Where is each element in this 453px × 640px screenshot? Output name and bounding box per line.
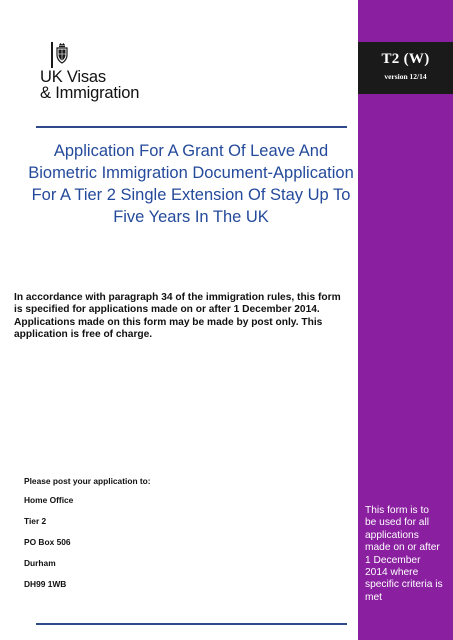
form-code-label <box>358 42 453 94</box>
address-line-city: Durham <box>24 558 56 568</box>
royal-crest-icon <box>55 42 69 66</box>
form-code: T2 (W) <box>381 51 430 67</box>
logo-text-line1: UK Visas <box>40 68 106 86</box>
address-heading: Please post your application to: <box>24 476 151 486</box>
form-version: version 12/14 <box>384 72 427 81</box>
sidebar-note: This form is to be used for all applications made on or after 1 December 2014 where specific criteria is met <box>365 505 443 603</box>
document-title: Application For A Grant Of Leave And Biometric Immigration Document-Application For A Tier 2 Single Extension Of Stay Up To Five Years In The UK <box>28 142 354 226</box>
bottom-divider <box>36 623 347 625</box>
logo-text-line2: & Immigration <box>40 84 140 102</box>
address-line-po-box: PO Box 506 <box>24 537 71 547</box>
postal-address-block <box>24 476 324 600</box>
top-divider <box>36 126 347 128</box>
intro-paragraph: In accordance with paragraph 34 of the immigration rules, this form is specified for applications made on or after 1 December 2014. Applications made on this form may be made by post only. This application is free of charge. <box>14 292 341 341</box>
address-line-postcode: DH99 1WB <box>24 579 67 589</box>
address-line-recipient: Home Office <box>24 495 74 505</box>
uk-visas-immigration-logo <box>36 40 146 102</box>
address-line-department: Tier 2 <box>24 516 47 526</box>
logo-divider <box>51 42 53 68</box>
